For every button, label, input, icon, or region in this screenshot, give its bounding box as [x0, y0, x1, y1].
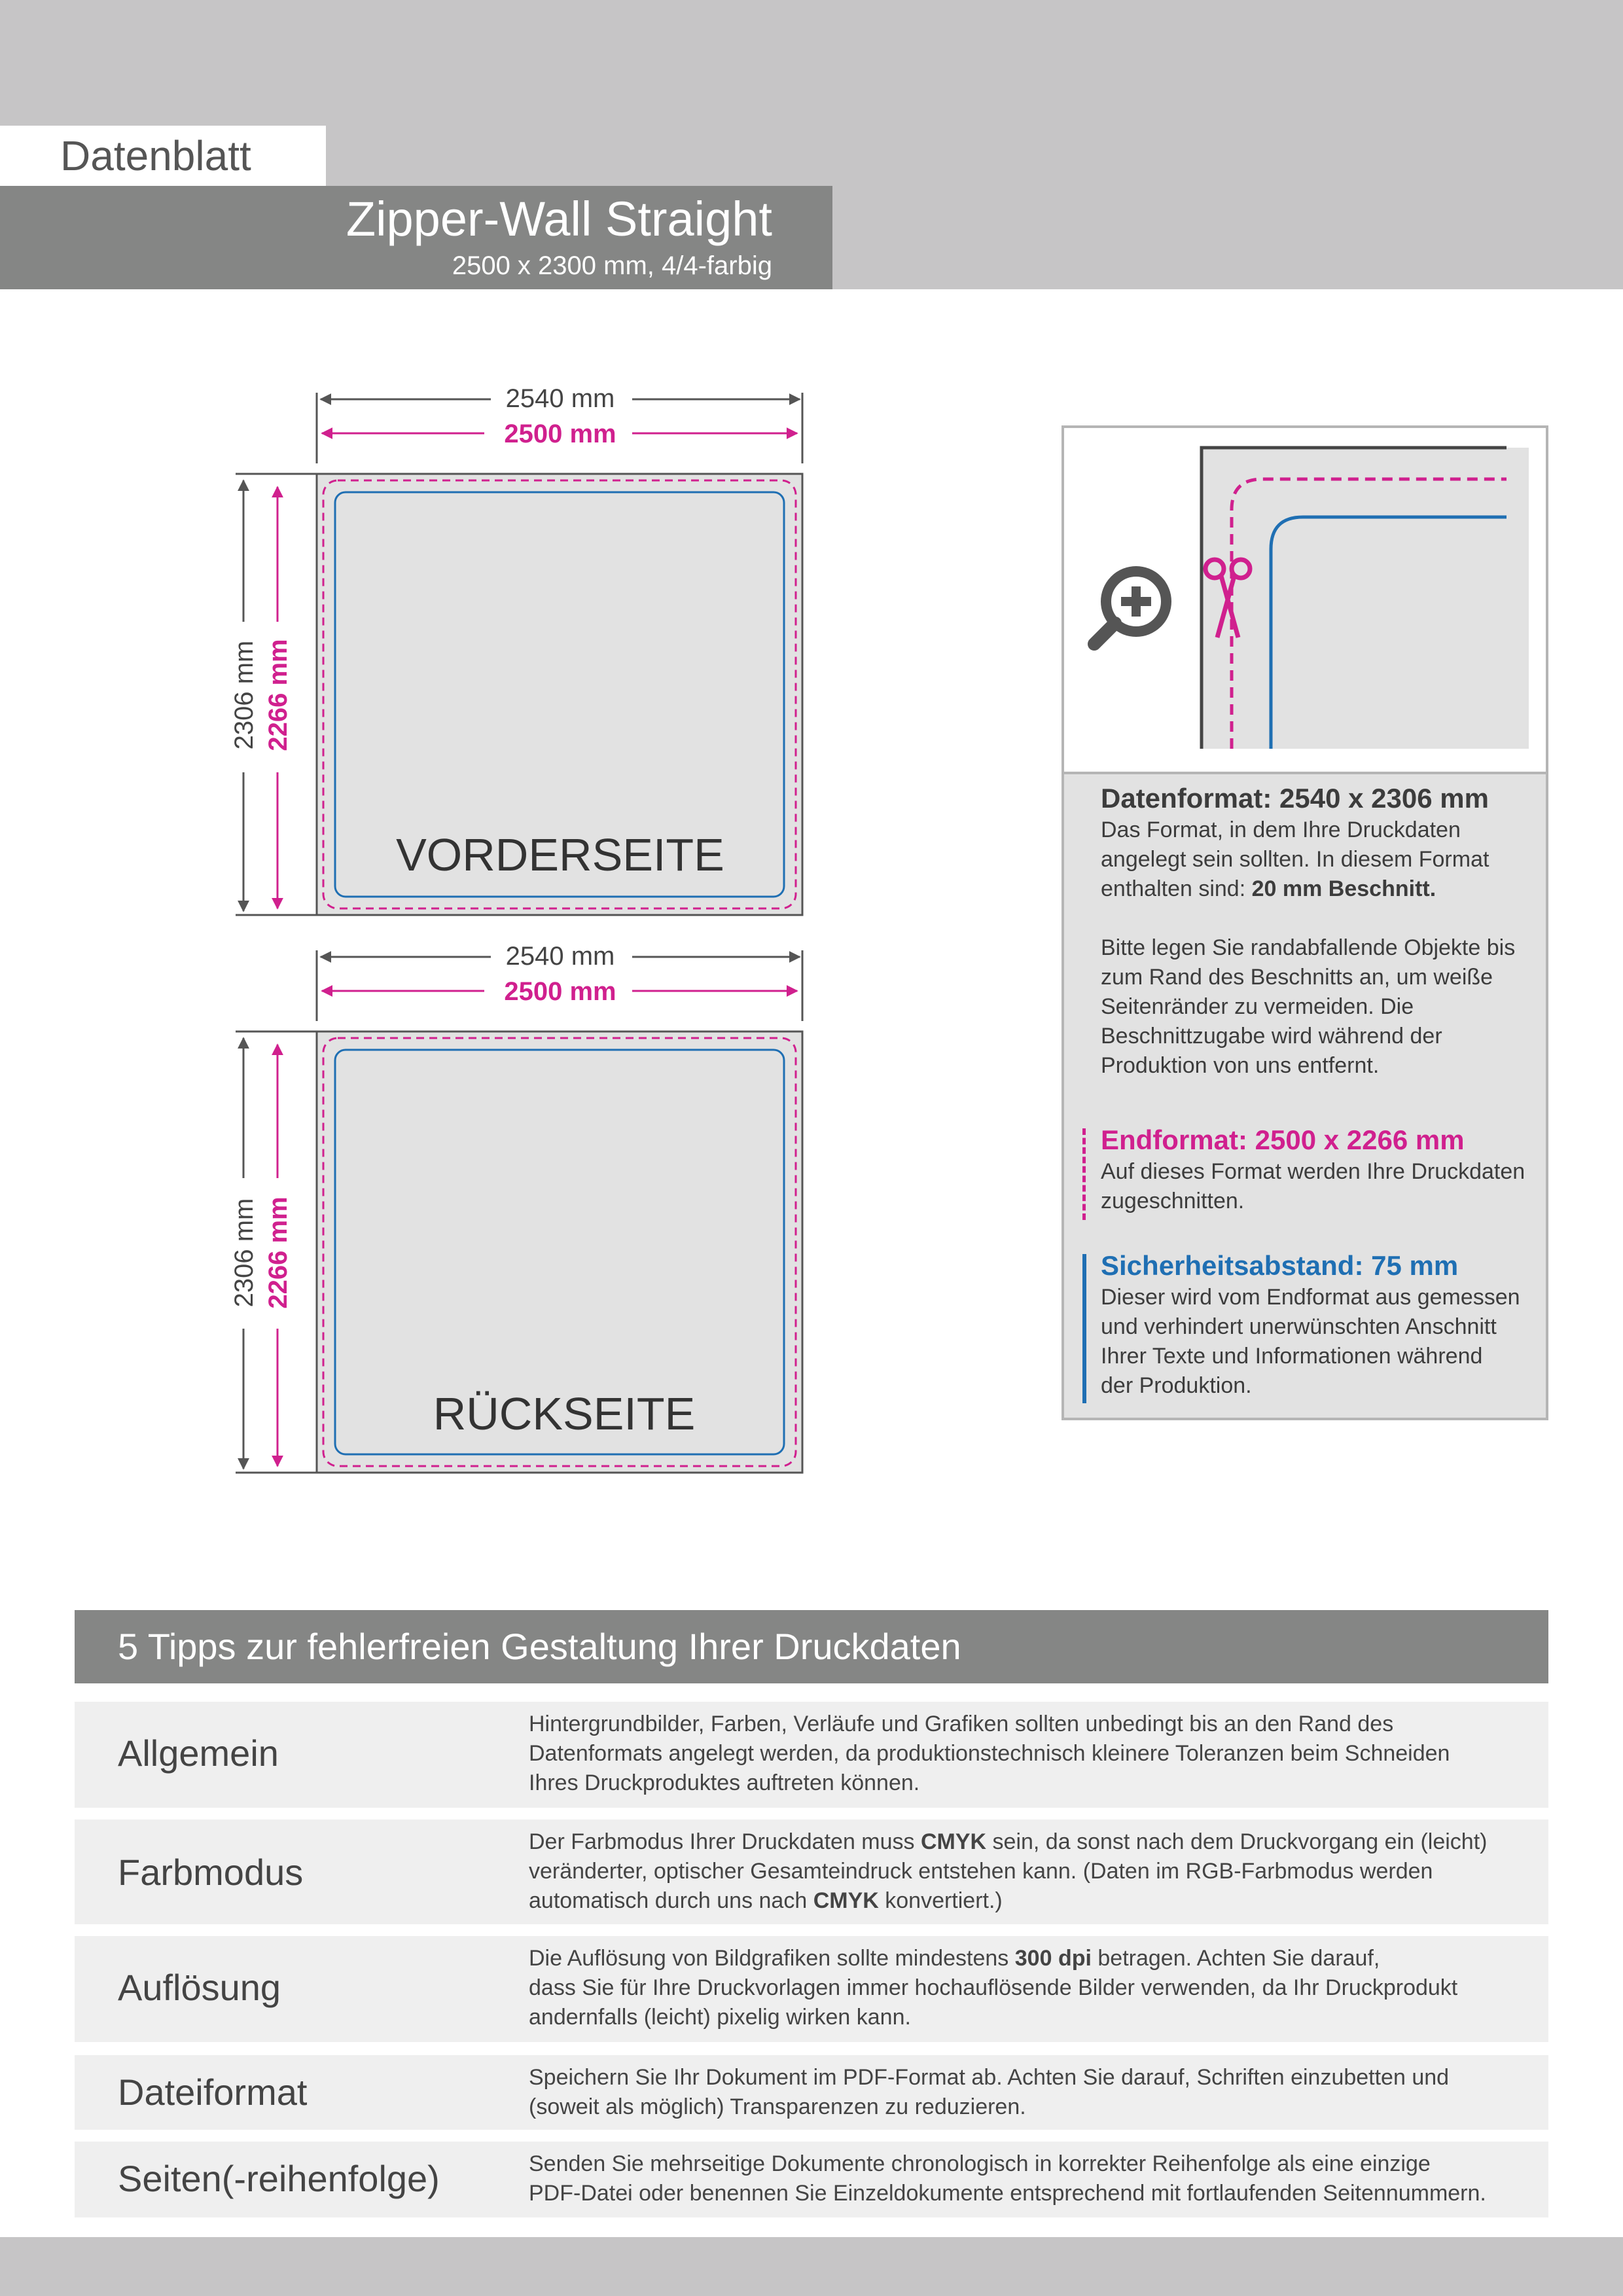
bleed-text-5: Produktion von uns entfernt. — [1101, 1053, 1380, 1078]
tip-line: dass Sie für Ihre Druckvorlagen immer hochauflösende Bilder verwenden, da Ihr Druckprodukt — [529, 1975, 1458, 2000]
safety-heading: Sicherheitsabstand: 75 mm — [1101, 1250, 1459, 1281]
tip-row-farbmodus — [75, 1820, 1548, 1924]
tip-line: Hintergrundbilder, Farben, Verläufe und Grafiken sollten unbedingt bis an den Rand des — [529, 1712, 1394, 1736]
product-title: Zipper-Wall Straight — [346, 192, 772, 246]
product-subtitle: 2500 x 2300 mm, 4/4-farbig — [452, 251, 772, 280]
tip-line — [529, 1944, 1537, 1973]
tips-heading-bar — [75, 1610, 1548, 1683]
datenformat-text-3 — [1101, 874, 1533, 904]
safety-text-3: Ihrer Texte und Informationen während — [1101, 1344, 1483, 1369]
front-inner-width: 2500 mm — [504, 420, 616, 448]
tip-row-seiten — [75, 2142, 1548, 2217]
endformat-block — [1101, 1123, 1533, 1216]
safety-text-2: und verhindert unerwünschten Anschnitt — [1101, 1314, 1497, 1339]
tip-line: Speichern Sie Ihr Dokument im PDF-Format ab. Achten Sie darauf, Schriften einzubetten und — [529, 2065, 1450, 2090]
tip-line: veränderter, optischer Gesamteindruck entstehen kann. (Daten im RGB-Farbmodus werden — [529, 1859, 1433, 1884]
info-box — [1061, 425, 1548, 1420]
zoom-in-icon — [1094, 571, 1166, 644]
tip-line: Ihres Druckproduktes auftreten können. — [529, 1770, 920, 1795]
tip-label-farbmodus: Farbmodus — [118, 1852, 304, 1893]
tip-line-part: Die Auflösung von Bildgrafiken sollte mindestens — [529, 1946, 1015, 1971]
tip-line: andernfalls (leicht) pixelig wirken kann. — [529, 2005, 911, 2030]
front-outer-width: 2540 mm — [505, 384, 615, 413]
safety-text-1: Dieser wird vom Endformat aus gemessen — [1101, 1285, 1520, 1310]
tip-line-bold: CMYK — [813, 1888, 879, 1913]
datenformat-text-3a: enthalten sind: — [1101, 876, 1252, 901]
tip-line — [529, 1827, 1537, 1857]
back-panel — [230, 942, 802, 1473]
tip-line-bold: 300 dpi — [1014, 1946, 1092, 1971]
datenformat-block — [1101, 781, 1533, 904]
tip-line-part: betragen. Achten Sie darauf, — [1091, 1946, 1380, 1971]
bleed-text-4: Beschnittzugabe wird während der — [1101, 1024, 1442, 1049]
footer-band — [0, 2237, 1623, 2296]
tip-line-part: konvertiert.) — [878, 1888, 1003, 1913]
tip-line — [529, 1886, 1537, 1916]
safety-block — [1101, 1249, 1533, 1401]
safety-marker — [1082, 1254, 1086, 1403]
tip-row-allgemein — [75, 1702, 1548, 1808]
tip-label-aufloesung: Auflösung — [118, 1967, 281, 2008]
tip-text-farbmodus — [529, 1827, 1537, 1916]
tip-line: (soweit als möglich) Transparenzen zu reduzieren. — [529, 2094, 1026, 2119]
tip-line: PDF-Datei oder benennen Sie Einzeldokumente entsprechend mit fortlaufenden Seitennummern. — [529, 2181, 1486, 2206]
datenformat-text-2: angelegt sein sollten. In diesem Format — [1101, 847, 1489, 872]
tip-text-dateiformat — [529, 2063, 1537, 2122]
endformat-heading: Endformat: 2500 x 2266 mm — [1101, 1124, 1465, 1155]
tip-label-dateiformat: Dateiformat — [118, 2072, 308, 2113]
tip-text-aufloesung — [529, 1944, 1537, 2032]
endformat-text-1: Auf dieses Format werden Ihre Druckdaten — [1101, 1159, 1525, 1184]
tip-line-part: Der Farbmodus Ihrer Druckdaten muss — [529, 1829, 921, 1854]
datasheet-tag-label: Datenblatt — [60, 132, 251, 179]
datenformat-heading: Datenformat: 2540 x 2306 mm — [1101, 783, 1489, 814]
back-outer-width: 2540 mm — [505, 942, 615, 971]
bleed-text-1: Bitte legen Sie randabfallende Objekte bis — [1101, 935, 1516, 960]
bleed-text-2: zum Rand des Beschnitts an, um weiße — [1101, 965, 1493, 990]
back-label: RÜCKSEITE — [433, 1388, 696, 1439]
tip-label-allgemein: Allgemein — [118, 1732, 279, 1774]
bleed-block — [1101, 933, 1533, 1081]
endformat-text-2: zugeschnitten. — [1101, 1189, 1245, 1213]
back-inner-width: 2500 mm — [504, 977, 616, 1006]
tip-row-aufloesung — [75, 1936, 1548, 2042]
tip-line-bold: CMYK — [920, 1829, 987, 1854]
tip-line: Datenformats angelegt werden, da produktionstechnisch kleinere Toleranzen beim Schneiden — [529, 1741, 1450, 1766]
bleed-amount: 20 mm Beschnitt. — [1251, 876, 1436, 901]
front-outer-height: 2306 mm — [230, 640, 259, 750]
endformat-marker — [1082, 1128, 1086, 1220]
datenformat-text-1: Das Format, in dem Ihre Druckdaten — [1101, 817, 1461, 842]
tip-line-part: automatisch durch uns nach — [529, 1888, 813, 1913]
bleed-text-3: Seitenränder zu vermeiden. Die — [1101, 994, 1414, 1019]
tip-line-part: sein, da sonst nach dem Druckvorgang ein (leicht) — [986, 1829, 1488, 1854]
front-label: VORDERSEITE — [396, 829, 724, 880]
tips-heading: 5 Tipps zur fehlerfreien Gestaltung Ihrer Druckdaten — [118, 1626, 961, 1667]
tip-row-dateiformat — [75, 2055, 1548, 2130]
format-diagram — [0, 0, 916, 1505]
tip-line: Senden Sie mehrseitige Dokumente chronologisch in korrekter Reihenfolge als eine einzige — [529, 2151, 1431, 2176]
zoom-detail — [1064, 428, 1546, 774]
front-panel — [230, 384, 802, 915]
back-outer-height: 2306 mm — [230, 1198, 259, 1308]
back-inner-height: 2266 mm — [264, 1196, 293, 1309]
tip-text-allgemein — [529, 1710, 1537, 1798]
tip-label-seiten: Seiten(-reihenfolge) — [118, 2158, 440, 2199]
front-inner-height: 2266 mm — [264, 639, 293, 751]
tip-text-seiten — [529, 2149, 1537, 2208]
safety-text-4: der Produktion. — [1101, 1373, 1252, 1398]
